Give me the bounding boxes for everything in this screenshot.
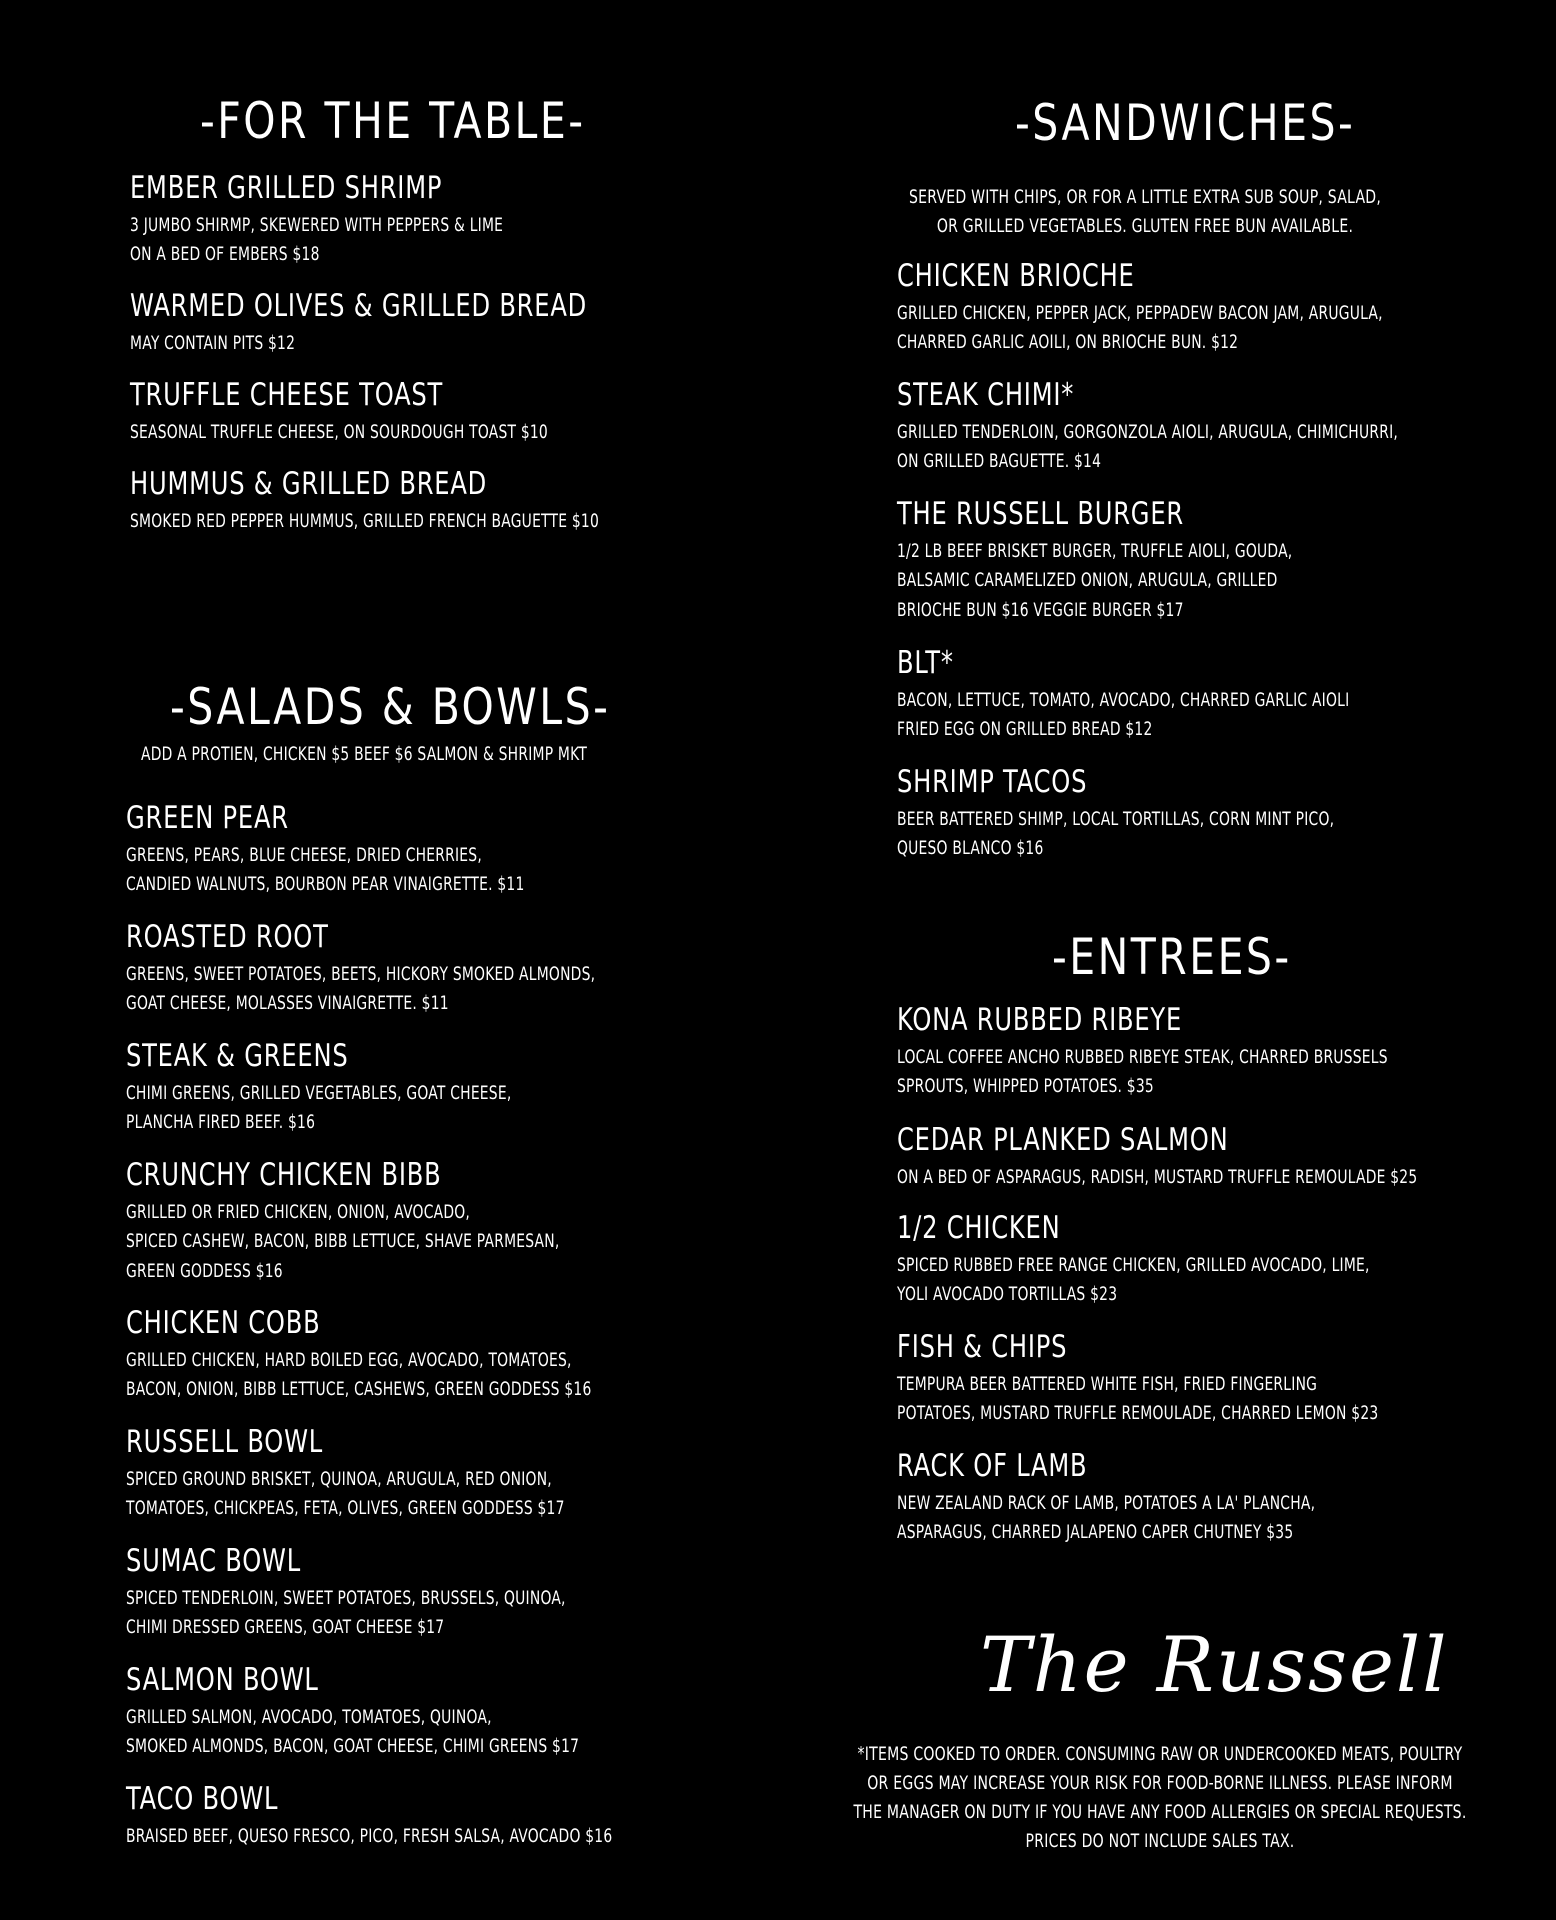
menu-item: [897, 379, 1537, 477]
food-safety-disclaimer: *ITEMS COOKED TO ORDER. CONSUMING RAW OR UNDERCOOKED MEATS, POULTRY OR EGGS MAY INCREASE YOUR RISK FOR FOOD-BORNE ILLNESS. PLEASE INFORM THE MANAGER ON DUTY IF YOU HAVE ANY FOOD ALLERGIES OR SPECIAL REQUESTS. PRICES DO NOT INCLUDE SALES TAX.: [853, 1744, 1467, 1852]
item-description: 3 JUMBO SHIRMP, SKEWERED WITH PEPPERS & LIME ON A BED OF EMBERS $18: [130, 214, 504, 266]
item-name: SUMAC BOWL: [126, 1543, 301, 1579]
menu-item: [126, 921, 766, 1019]
item-description: BRAISED BEEF, QUESO FRESCO, PICO, FRESH SALSA, AVOCADO $16: [126, 1825, 613, 1847]
section-title-for-the-table: -FOR THE TABLE-: [200, 92, 586, 150]
section-subtitle: ADD A PROTIEN, CHICKEN $5 BEEF $6 SALMON & SHRIMP MKT: [141, 744, 588, 765]
menu-item: [897, 647, 1537, 745]
menu-item: [130, 468, 770, 536]
item-description: SPICED GROUND BRISKET, QUINOA, ARUGULA, RED ONION, TOMATOES, CHICKPEAS, FETA, OLIVES, GREEN GODDESS $17: [126, 1468, 565, 1520]
item-name: EMBER GRILLED SHRIMP: [130, 170, 443, 206]
item-name: FISH & CHIPS: [897, 1329, 1068, 1365]
menu-item: [897, 1124, 1537, 1192]
item-description: CHIMI GREENS, GRILLED VEGETABLES, GOAT CHEESE, PLANCHA FIRED BEEF. $16: [126, 1082, 512, 1134]
item-description: NEW ZEALAND RACK OF LAMB, POTATOES A LA' PLANCHA, ASPARAGUS, CHARRED JALAPENO CAPER CHUTNEY $35: [897, 1492, 1316, 1544]
menu-item: [130, 290, 770, 358]
menu-item: [897, 1212, 1537, 1310]
item-description: TEMPURA BEER BATTERED WHITE FISH, FRIED FINGERLING POTATOES, MUSTARD TRUFFLE REMOULADE, CHARRED LEMON $23: [897, 1373, 1379, 1425]
item-name: TRUFFLE CHEESE TOAST: [130, 377, 444, 413]
item-name: BLT*: [897, 645, 954, 681]
item-description: BEER BATTERED SHIMP, LOCAL TORTILLAS, CORN MINT PICO, QUESO BLANCO $16: [897, 808, 1335, 860]
item-name: CHICKEN BRIOCHE: [897, 258, 1135, 294]
item-name: STEAK & GREENS: [126, 1038, 349, 1074]
item-description: SPICED TENDERLOIN, SWEET POTATOES, BRUSSELS, QUINOA, CHIMI DRESSED GREENS, GOAT CHEESE $17: [126, 1587, 566, 1639]
menu-item: [897, 260, 1537, 358]
menu-item: [897, 766, 1537, 864]
section-title-salads-bowls: -SALADS & BOWLS-: [170, 678, 611, 736]
item-name: 1/2 CHICKEN: [897, 1210, 1061, 1246]
item-description: GREENS, PEARS, BLUE CHEESE, DRIED CHERRIES, CANDIED WALNUTS, BOURBON PEAR VINAIGRETTE. $11: [126, 844, 525, 896]
item-description: SPICED RUBBED FREE RANGE CHICKEN, GRILLED AVOCADO, LIME, YOLI AVOCADO TORTILLAS $23: [897, 1254, 1370, 1306]
item-name: CEDAR PLANKED SALMON: [897, 1122, 1229, 1158]
item-description: GRILLED TENDERLOIN, GORGONZOLA AIOLI, ARUGULA, CHIMICHURRI, ON GRILLED BAGUETTE. $14: [897, 421, 1399, 473]
menu-item: [126, 1783, 766, 1851]
item-description: GRILLED CHICKEN, HARD BOILED EGG, AVOCADO, TOMATOES, BACON, ONION, BIBB LETTUCE, CASHEWS, GREEN GODDESS $16: [126, 1349, 592, 1401]
menu-item: [126, 1040, 766, 1138]
restaurant-logo: The Russell: [980, 1620, 1449, 1709]
item-name: CHICKEN COBB: [126, 1305, 321, 1341]
item-description: LOCAL COFFEE ANCHO RUBBED RIBEYE STEAK, CHARRED BRUSSELS SPROUTS, WHIPPED POTATOES. $35: [897, 1046, 1388, 1098]
item-description: SMOKED RED PEPPER HUMMUS, GRILLED FRENCH BAGUETTE $10: [130, 510, 600, 532]
item-name: TACO BOWL: [126, 1781, 279, 1817]
section-title-sandwiches: -SANDWICHES-: [1015, 94, 1356, 152]
section-title-entrees: -ENTREES-: [1052, 928, 1292, 986]
menu-item: [126, 1159, 766, 1286]
item-description: GRILLED OR FRIED CHICKEN, ONION, AVOCADO, SPICED CASHEW, BACON, BIBB LETTUCE, SHAVE PARMESAN, GREEN GODDESS $16: [126, 1201, 560, 1282]
item-name: THE RUSSELL BURGER: [897, 496, 1184, 532]
menu-item: [130, 379, 770, 447]
item-name: KONA RUBBED RIBEYE: [897, 1002, 1183, 1038]
item-description: GRILLED CHICKEN, PEPPER JACK, PEPPADEW BACON JAM, ARUGULA, CHARRED GARLIC AOILI, ON BRIOCHE BUN. $12: [897, 302, 1383, 354]
item-name: RACK OF LAMB: [897, 1448, 1088, 1484]
menu-item: [126, 1307, 766, 1405]
menu-item: [126, 1664, 766, 1762]
menu-item: [897, 1450, 1537, 1548]
item-description: GRILLED SALMON, AVOCADO, TOMATOES, QUINOA, SMOKED ALMONDS, BACON, GOAT CHEESE, CHIMI GREENS $17: [126, 1706, 580, 1758]
item-name: SHRIMP TACOS: [897, 764, 1088, 800]
menu-item: [126, 1545, 766, 1643]
section-subtitle: SERVED WITH CHIPS, OR FOR A LITTLE EXTRA SUB SOUP, SALAD, OR GRILLED VEGETABLES. GLUTEN FREE BUN AVAILABLE.: [908, 186, 1382, 237]
item-name: GREEN PEAR: [126, 800, 289, 836]
item-description: SEASONAL TRUFFLE CHEESE, ON SOURDOUGH TOAST $10: [130, 421, 548, 443]
item-name: CRUNCHY CHICKEN BIBB: [126, 1157, 442, 1193]
item-description: MAY CONTAIN PITS $12: [130, 332, 296, 354]
item-name: STEAK CHIMI*: [897, 377, 1075, 413]
menu-item: [126, 1426, 766, 1524]
item-description: GREENS, SWEET POTATOES, BEETS, HICKORY SMOKED ALMONDS, GOAT CHEESE, MOLASSES VINAIGRETTE. $11: [126, 963, 596, 1015]
menu-item: [130, 172, 770, 270]
item-description: ON A BED OF ASPARAGUS, RADISH, MUSTARD TRUFFLE REMOULADE $25: [897, 1166, 1418, 1188]
item-description: 1/2 LB BEEF BRISKET BURGER, TRUFFLE AIOLI, GOUDA, BALSAMIC CARAMELIZED ONION, ARUGULA, GRILLED BRIOCHE BUN $16 VEGGIE BURGER $17: [897, 540, 1293, 621]
menu-item: [897, 1331, 1537, 1429]
item-name: RUSSELL BOWL: [126, 1424, 324, 1460]
menu-item: [126, 802, 766, 900]
menu-item: [897, 1004, 1537, 1102]
item-name: ROASTED ROOT: [126, 919, 329, 955]
item-name: WARMED OLIVES & GRILLED BREAD: [130, 288, 588, 324]
item-name: HUMMUS & GRILLED BREAD: [130, 466, 488, 502]
menu-item: [897, 498, 1537, 625]
item-name: SALMON BOWL: [126, 1662, 319, 1698]
item-description: BACON, LETTUCE, TOMATO, AVOCADO, CHARRED GARLIC AIOLI FRIED EGG ON GRILLED BREAD $12: [897, 689, 1350, 741]
